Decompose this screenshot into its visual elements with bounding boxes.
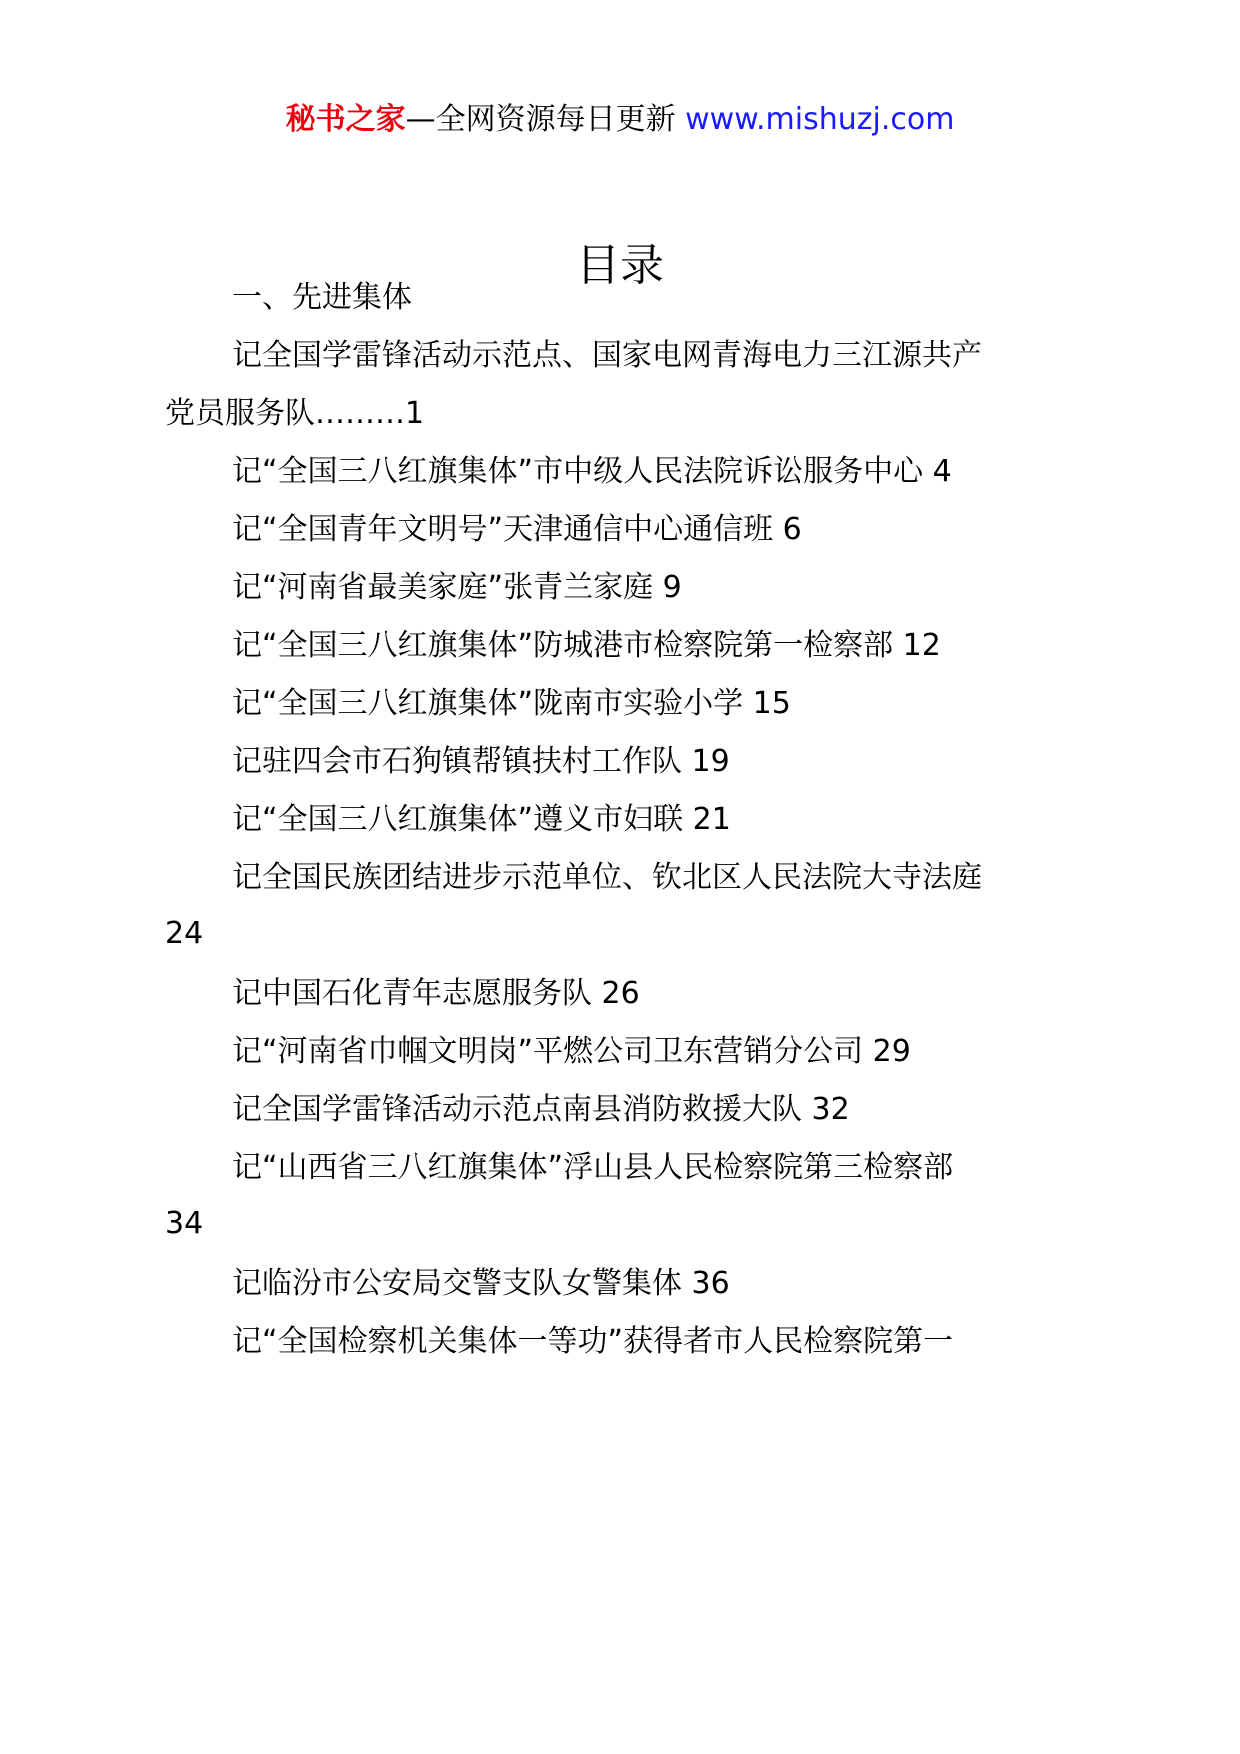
site-header — [0, 100, 1240, 140]
section-heading: 一、先进集体 — [232, 280, 412, 315]
toc-entry[interactable]: 记驻四会市石狗镇帮镇扶村工作队 19 — [232, 744, 730, 779]
toc-entry[interactable]: 记全国学雷锋活动示范点、国家电网青海电力三江源共产 — [232, 338, 982, 373]
toc-entry[interactable]: 记全国学雷锋活动示范点南县消防救援大队 32 — [232, 1092, 850, 1127]
page-title: 目录 — [576, 240, 664, 291]
brand-name: 秘书之家 — [285, 102, 406, 137]
toc-entry-continuation[interactable]: 24 — [165, 916, 204, 951]
site-url-link[interactable]: www.mishuzj.com — [685, 102, 955, 137]
toc-entry[interactable]: 记“全国青年文明号”天津通信中心通信班 6 — [232, 512, 802, 547]
toc-entry[interactable]: 记“全国检察机关集体一等功”获得者市人民检察院第一 — [232, 1324, 954, 1359]
toc-entry[interactable]: 记“河南省最美家庭”张青兰家庭 9 — [232, 570, 682, 605]
toc-entry[interactable]: 记临汾市公安局交警支队女警集体 36 — [232, 1266, 730, 1301]
header-tagline: —全网资源每日更新 — [405, 102, 676, 137]
toc-entry[interactable]: 记中国石化青年志愿服务队 26 — [232, 976, 640, 1011]
toc-entry[interactable]: 记“河南省巾帼文明岗”平燃公司卫东营销分公司 29 — [232, 1034, 911, 1069]
toc-entry[interactable]: 记“全国三八红旗集体”市中级人民法院诉讼服务中心 4 — [232, 454, 952, 489]
toc-entry[interactable]: 记“全国三八红旗集体”陇南市实验小学 15 — [232, 686, 791, 721]
toc-entry[interactable]: 记“全国三八红旗集体”防城港市检察院第一检察部 12 — [232, 628, 941, 663]
toc-entry-continuation[interactable]: 党员服务队………1 — [165, 396, 425, 431]
toc-entry[interactable]: 记“山西省三八红旗集体”浮山县人民检察院第三检察部 — [232, 1150, 954, 1185]
toc-entry-continuation[interactable]: 34 — [165, 1206, 204, 1241]
toc-entry[interactable]: 记“全国三八红旗集体”遵义市妇联 21 — [232, 802, 731, 837]
toc-entry[interactable]: 记全国民族团结进步示范单位、钦北区人民法院大寺法庭 — [232, 860, 982, 895]
